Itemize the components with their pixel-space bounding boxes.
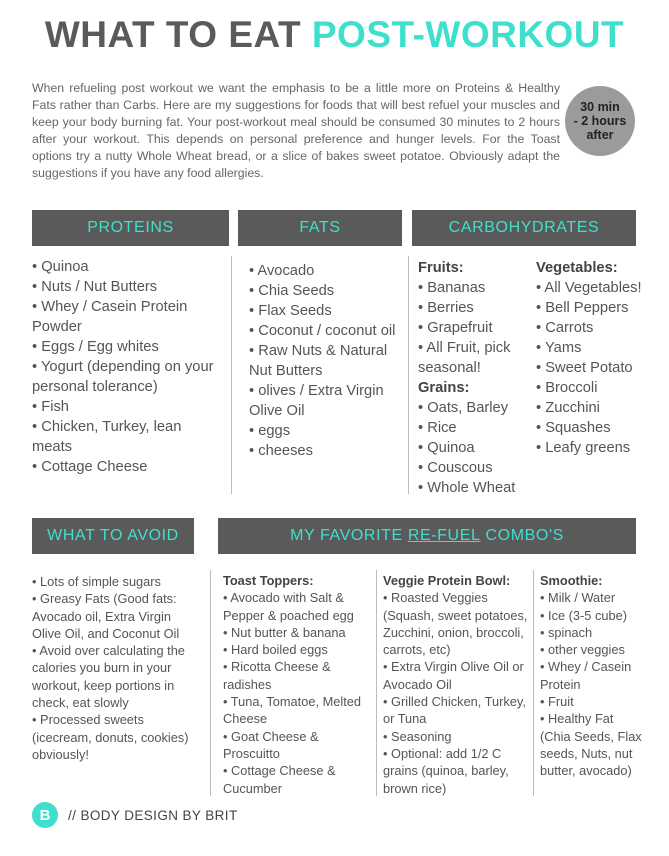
list-item: • Processed sweets (icecream, donuts, cookies) obviously!: [32, 712, 189, 762]
list-item: • Quinoa: [418, 440, 475, 456]
list-item: • Healthy Fat (Chia Seeds, Flax seeds, Nuts, nut butter, avocado): [540, 711, 642, 779]
list-item: • All Fruit, pick seasonal!: [418, 340, 511, 376]
proteins-list: [32, 257, 222, 477]
list-item: • Zucchini: [536, 400, 600, 416]
list-item: • Nut butter & banana: [223, 624, 346, 640]
badge-line1: 30 min: [580, 100, 620, 114]
badge-line3: after: [586, 128, 614, 142]
list-item: • Fish: [32, 399, 69, 415]
list-item: • Avocado: [249, 263, 315, 279]
time-badge: [565, 86, 635, 156]
list-item: • Bell Peppers: [536, 300, 629, 316]
fruits-heading: Fruits:: [418, 260, 464, 276]
avoid-heading: WHAT TO AVOID: [32, 518, 194, 554]
avoid-list: [32, 573, 192, 763]
list-item: • Oats, Barley: [418, 400, 509, 416]
list-item: • Roasted Veggies (Squash, sweet potatoes, Zucchini, onion, broccoli, carrots, etc): [383, 590, 528, 658]
list-item: • Fruit: [540, 694, 574, 710]
list-item: • Optional: add 1/2 C grains (quinoa, barley, brown rice): [383, 745, 509, 796]
divider-proteins-fats: [231, 256, 232, 494]
smoothie-heading: Smoothie:: [540, 573, 603, 588]
list-item: • Cottage Cheese: [32, 459, 148, 475]
list-item: • Leafy greens: [536, 440, 631, 456]
list-item: • Quinoa: [32, 259, 89, 275]
title-part2: POST-WORKOUT: [311, 14, 625, 55]
page-title: [0, 14, 669, 56]
list-item: • olives / Extra Virgin Olive Oil: [249, 383, 384, 419]
veggie-protein-bowl: [383, 572, 528, 797]
list-item: • Grilled Chicken, Turkey, or Tuna: [383, 694, 526, 727]
list-item: • Avocado with Salt & Pepper & poached egg: [223, 590, 354, 623]
list-item: • Milk / Water: [540, 590, 616, 606]
list-item: • Greasy Fats (Good fats: Avocado oil, Extra Virgin Olive Oil, and Coconut Oil: [32, 591, 180, 641]
brand-name: // BODY DESIGN BY BRIT: [68, 807, 238, 823]
list-item: • Ricotta Cheese & radishes: [223, 659, 331, 692]
carbs-vegetables: [536, 258, 644, 458]
fats-list: [249, 261, 399, 461]
list-item: • Hard boiled eggs: [223, 642, 328, 658]
list-item: • Coconut / coconut oil: [249, 323, 396, 339]
list-item: • Cottage Cheese & Cucumber: [223, 763, 336, 796]
toast-heading: Toast Toppers:: [223, 573, 314, 588]
combos-heading-link: RE-FUEL: [407, 527, 481, 544]
list-item: • Whole Wheat: [418, 480, 516, 496]
list-item: • Eggs / Egg whites: [32, 339, 159, 355]
list-item: • Ice (3-5 cube): [540, 607, 627, 623]
grains-heading: Grains:: [418, 380, 470, 396]
list-item: • Couscous: [418, 460, 493, 476]
intro-paragraph: When refueling post workout we want the emphasis to be a little more on Proteins & Healthy Fats rather than Carbs. Here are my suggestions for foods that will best refuel your muscles and keep your body burning fat. Your post-workout meal should be consumed 30 minutes to 2 hours after your workout. This depends on personal preference and hunger levels. For the Toast options try a nutty Whole Wheat bread, or a slice of bakes sweet potatoe. Obviously adapt the suggestions if you have any food allergies.: [32, 81, 560, 180]
list-item: • Raw Nuts & Natural Nut Butters: [249, 343, 388, 379]
list-item: • spinach: [540, 624, 593, 640]
list-item: • Whey / Casein Protein Powder: [32, 299, 188, 335]
toast-toppers: [223, 572, 373, 797]
list-item: • other veggies: [540, 642, 625, 658]
list-item: • Tuna, Tomatoe, Melted Cheese: [223, 694, 361, 727]
proteins-heading: PROTEINS: [32, 210, 229, 246]
list-item: • Berries: [418, 300, 474, 316]
list-item: • Broccoli: [536, 380, 598, 396]
carbs-heading: CARBOHYDRATES: [412, 210, 636, 246]
vegetables-heading: Vegetables:: [536, 260, 618, 276]
list-item: • Chia Seeds: [249, 283, 335, 299]
list-item: • eggs: [249, 423, 291, 439]
combos-heading-pre: MY FAVORITE: [290, 527, 408, 544]
list-item: • Whey / Casein Protein: [540, 659, 632, 692]
footer: [32, 802, 238, 828]
divider-fats-carbs: [408, 256, 409, 494]
badge-line2: - 2 hours: [573, 114, 627, 128]
list-item: • Yogurt (depending on your personal tolerance): [32, 359, 214, 395]
list-item: • Nuts / Nut Butters: [32, 279, 158, 295]
fats-heading: FATS: [238, 210, 402, 246]
brand-logo-icon: B: [32, 802, 58, 828]
list-item: • Flax Seeds: [249, 303, 332, 319]
list-item: • Avoid over calculating the calories you burn in your workout, keep portions in check, eat slowly: [32, 643, 185, 711]
smoothie: [540, 572, 646, 780]
list-item: • Yams: [536, 340, 582, 356]
list-item: • Bananas: [418, 280, 486, 296]
combos-heading: [218, 518, 636, 554]
divider-veggie-smoothie: [533, 570, 534, 796]
title-part1: WHAT TO EAT: [44, 14, 312, 55]
list-item: • Squashes: [536, 420, 611, 436]
list-item: • Seasoning: [383, 728, 452, 744]
list-item: • Goat Cheese & Proscuitto: [223, 728, 319, 761]
list-item: • Chicken, Turkey, lean meats: [32, 419, 182, 455]
list-item: • Lots of simple sugars: [32, 574, 161, 589]
list-item: • Extra Virgin Olive Oil or Avocado Oil: [383, 659, 524, 692]
list-item: • Grapefruit: [418, 320, 493, 336]
list-item: • Sweet Potato: [536, 360, 633, 376]
list-item: • Rice: [418, 420, 457, 436]
divider-toast-veggie: [376, 570, 377, 796]
veggie-heading: Veggie Protein Bowl:: [383, 573, 511, 588]
list-item: • All Vegetables!: [536, 280, 642, 296]
combos-heading-post: COMBO'S: [480, 527, 564, 544]
divider-avoid-combos: [210, 570, 211, 796]
list-item: • cheeses: [249, 443, 313, 459]
list-item: • Carrots: [536, 320, 594, 336]
carbs-fruits-grains: [418, 258, 530, 498]
